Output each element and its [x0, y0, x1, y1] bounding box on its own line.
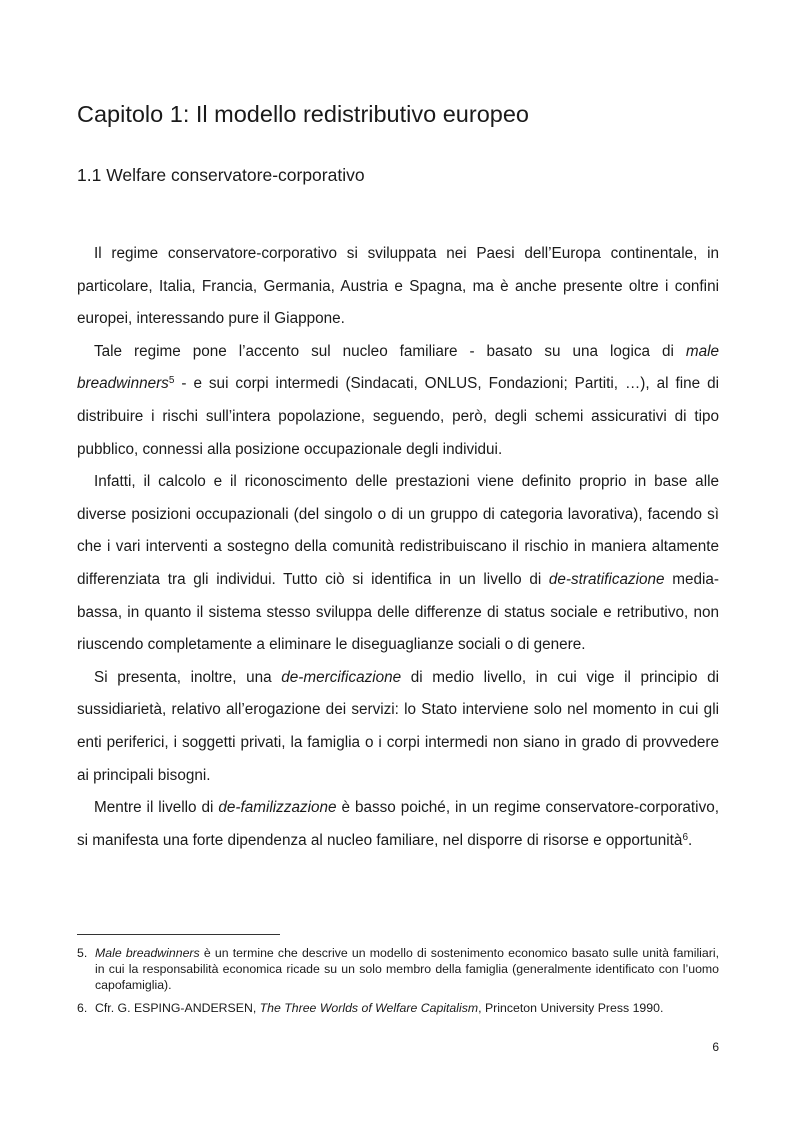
footnote-body-b: , Princeton University Press 1990. — [478, 1001, 664, 1016]
paragraph-5-text-c: . — [688, 831, 693, 849]
paragraph-2-text-b: - e sui corpi intermedi (Sindacati, ONLUS, Fondazioni; Partiti, …), al fine di distribuire i rischi sull’intera popolazione, seguendo, però, degli schemi assicurativi di tipo pubblico, connessi alla posizione occupazionale degli individui. — [77, 375, 719, 458]
paragraph-5 — [77, 792, 719, 857]
paragraph-4-emphasis: de-mercificazione — [281, 668, 402, 686]
page-number: 6 — [712, 1040, 719, 1054]
paragraph-3-text-a: Infatti, il calcolo e il riconoscimento delle prestazioni viene definito proprio in base alle diverse posizioni occupazionali (del singolo o di un gruppo di categoria lavorativa), facendo sì che i vari interventi a sostegno della comunità redistribuiscano il rischio in maniera altamente differenziata tra gli individui. Tutto ciò si identifica in un livello di — [77, 473, 719, 588]
paragraph-3-text-b: media-bassa, in quanto il sistema stesso sviluppa delle differenze di status sociale e retributivo, non riuscendo completamente a eliminare le diseguaglianze sociali o di genere. — [77, 570, 719, 654]
paragraph-3-emphasis: de-stratificazione — [548, 570, 665, 588]
paragraph-2 — [77, 336, 719, 466]
paragraph-2-text-a: Tale regime pone l’accento sul nucleo familiare - basato su una logica di — [94, 342, 686, 360]
footnotes — [77, 946, 719, 1025]
footnote-body: è un termine che descrive un modello di sostenimento economico basato sulle unità familiari, in cui la responsabilità economica ricade su un solo membro della famiglia (generalmente identificato con l’uomo capofamiglia). — [95, 946, 719, 992]
footnote-separator — [77, 934, 280, 935]
footnote-ref-6[interactable]: 6 — [682, 831, 688, 843]
footnote-text — [95, 946, 719, 993]
paragraph-5-emphasis: de-familizzazione — [218, 799, 337, 817]
footnote-6 — [77, 1001, 719, 1017]
section-title: 1.1 Welfare conservatore-corporativo — [77, 165, 365, 185]
footnote-emphasis: The Three Worlds of Welfare Capitalism — [259, 1001, 479, 1016]
footnote-body-a: Cfr. G. ESPING-ANDERSEN, — [95, 1001, 260, 1016]
paragraph-4-text-a: Si presenta, inoltre, una — [94, 668, 282, 686]
paragraph-2-emphasis: male breadwinners — [77, 342, 719, 393]
footnote-text — [95, 1001, 719, 1017]
paragraph-3 — [77, 466, 719, 662]
body-text — [77, 238, 719, 857]
paragraph-4 — [77, 662, 719, 792]
paragraph-1: Il regime conservatore-corporativo si sviluppata nei Paesi dell’Europa continentale, in particolare, Italia, Francia, Germania, Austria e Spagna, ma è anche presente oltre i confini europei, interessando pure il Giappone. — [77, 245, 719, 328]
paragraph-4-text-b: di medio livello, in cui vige il principio di sussidiarietà, relativo all’erogazione dei servizi: lo Stato interviene solo nel momento in cui gli enti periferici, i soggetti privati, la famiglia o i corpi intermedi non siano in grado di provvedere ai principali bisogni. — [77, 668, 719, 784]
footnote-ref-5[interactable]: 5 — [168, 375, 175, 387]
chapter-title: Capitolo 1: Il modello redistributivo europeo — [77, 101, 529, 127]
paragraph-5-text-a: Mentre il livello di — [94, 799, 219, 817]
footnote-emphasis: Male breadwinners — [95, 946, 200, 960]
footnote-number: 6. — [77, 1001, 88, 1016]
paragraph-5-text-b: è basso poiché, in un regime conservatore-corporativo, si manifesta una forte dipendenza al nucleo familiare, nel disporre di risorse e opportunità — [77, 799, 719, 849]
footnote-number: 5. — [77, 946, 88, 960]
footnote-5 — [77, 946, 719, 993]
